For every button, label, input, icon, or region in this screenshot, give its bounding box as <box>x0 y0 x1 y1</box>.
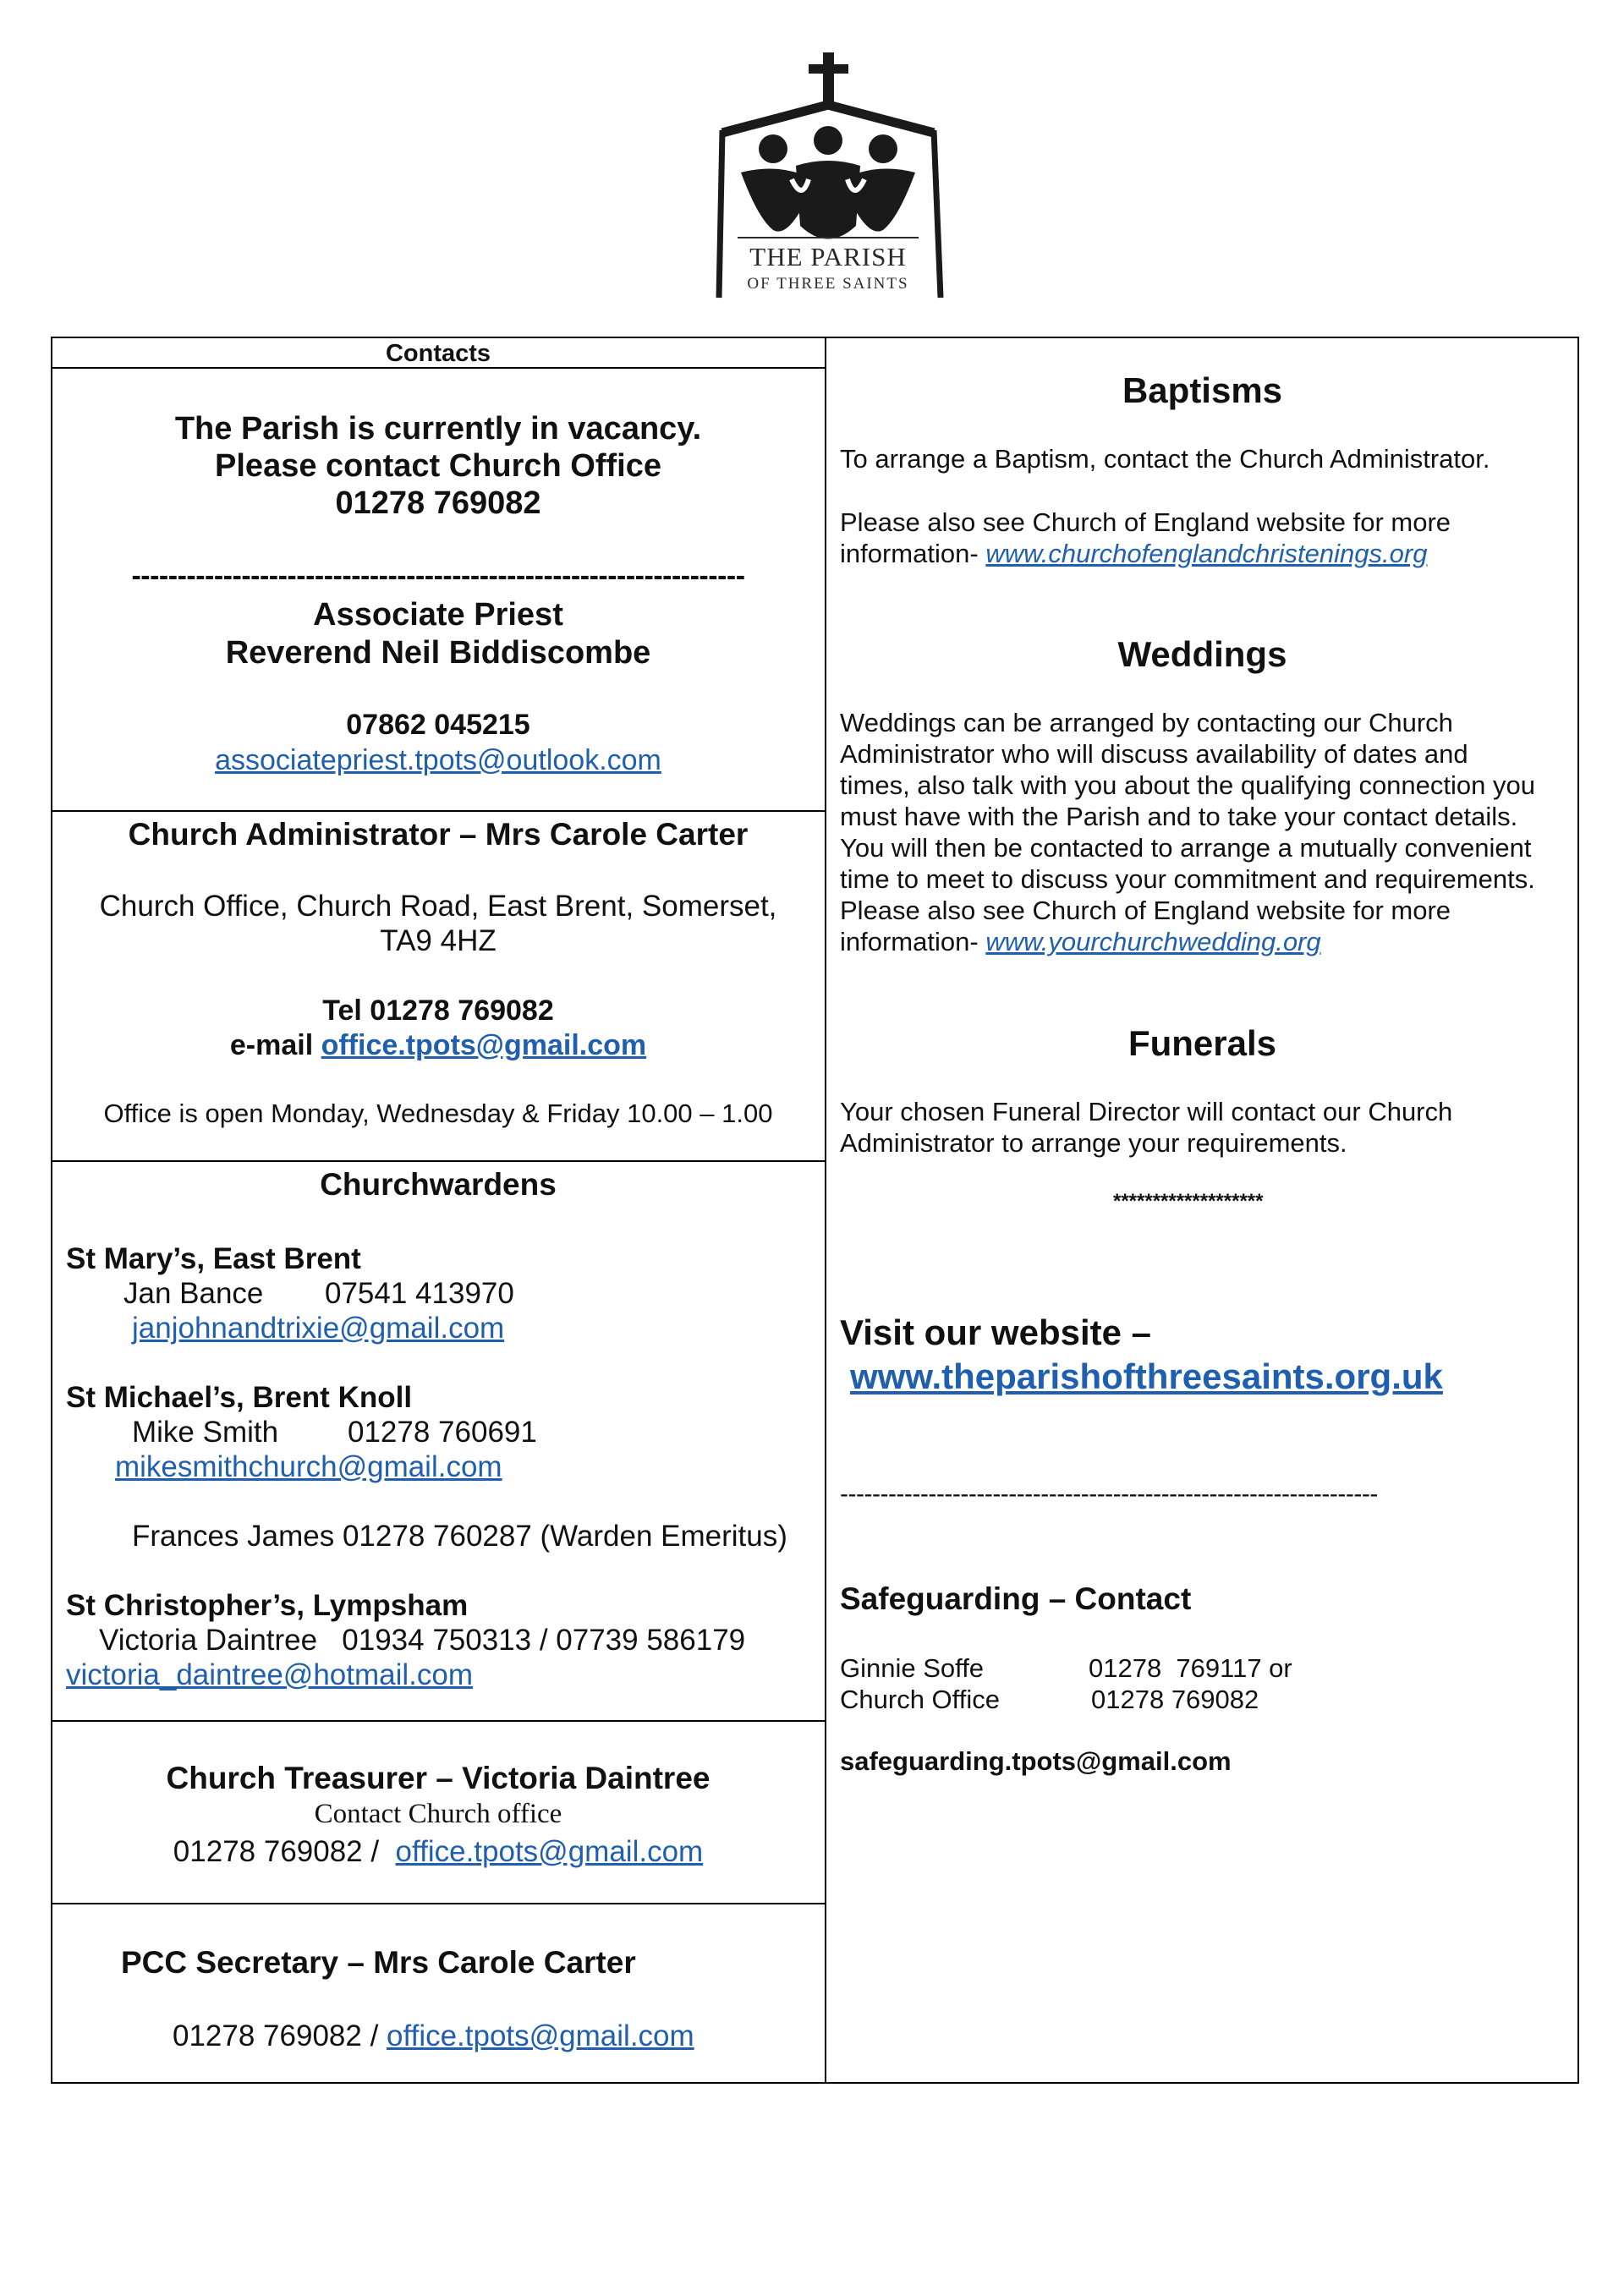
st-christophers-warden-email-link[interactable]: victoria_daintree@hotmail.com <box>66 1658 474 1691</box>
st-christophers-church: St Christopher’s, Lympsham <box>66 1589 469 1622</box>
associate-priest-name: Reverend Neil Biddiscombe <box>225 635 651 671</box>
st-michaels-warden-email-link[interactable]: mikesmithchurch@gmail.com <box>115 1450 502 1483</box>
website-label: Visit our website – <box>840 1312 1152 1352</box>
weddings-title: Weddings <box>1117 634 1287 674</box>
safeguarding-contact1-name: Ginnie Soffe <box>840 1653 985 1683</box>
weddings-line-4: must have with the Parish and to take your contact details. <box>840 802 1518 831</box>
weddings-line-2: Administrator who will discuss availability of dates and <box>840 739 1468 769</box>
section-rule-1 <box>51 810 826 812</box>
weddings-line-3: times, also talk with you about the qualifying connection you <box>840 770 1535 800</box>
weddings-line-5: You will then be contacted to arrange a mutually convenient <box>840 833 1532 863</box>
section-rule-2 <box>51 1160 826 1162</box>
st-marys-warden-name: Jan Bance <box>123 1277 264 1310</box>
logo-line2: OF THREE SAINTS <box>747 275 909 293</box>
treasurer-phone: 01278 769082 / <box>173 1835 380 1868</box>
safeguarding-title: Safeguarding – Contact <box>840 1581 1192 1616</box>
weddings-line-7: Please also see Church of England website for more <box>840 896 1451 925</box>
safeguarding-contact1-phone: 01278 769117 or <box>1089 1653 1292 1683</box>
funerals-line1: Your chosen Funeral Director will contact our Church <box>840 1097 1453 1126</box>
contacts-header: Contacts <box>385 340 491 367</box>
associate-priest-email-link[interactable]: associatepriest.tpots@outlook.com <box>215 744 661 776</box>
right-divider-dashes: ------------------------------------------------------------------- <box>840 1480 1378 1508</box>
st-marys-warden-phone: 07541 413970 <box>325 1277 514 1310</box>
associate-priest-phone: 07862 045215 <box>346 709 530 741</box>
st-marys-warden-email-link[interactable]: janjohnandtrixie@gmail.com <box>132 1312 505 1345</box>
logo-line1: THE PARISH <box>749 242 907 271</box>
baptisms-link[interactable]: www.churchofenglandchristenings.org <box>985 539 1428 568</box>
weddings-link[interactable]: www.yourchurchwedding.org <box>985 927 1321 956</box>
administrator-address2: TA9 4HZ <box>380 924 497 957</box>
st-michaels-church: St Michael’s, Brent Knoll <box>66 1381 413 1414</box>
website-link[interactable]: www.theparishofthreesaints.org.uk <box>850 1356 1443 1396</box>
office-hours: Office is open Monday, Wednesday & Friday 10.00 – 1.00 <box>103 1099 773 1128</box>
funerals-title: Funerals <box>1127 1023 1277 1063</box>
st-michaels-warden-name: Mike Smith <box>132 1416 279 1449</box>
administrator-email-link[interactable]: office.tpots@gmail.com <box>321 1029 647 1061</box>
section-rule-4 <box>51 1903 826 1904</box>
st-michaels-warden-phone: 01278 760691 <box>348 1416 537 1449</box>
st-christophers-warden: Victoria Daintree 01934 750313 / 07739 586179 <box>99 1624 746 1657</box>
associate-priest-title: Associate Priest <box>313 597 563 633</box>
parish-logo <box>707 52 949 303</box>
vacancy-line2: Please contact Church Office <box>215 448 661 484</box>
weddings-line-1: Weddings can be arranged by contacting our Church <box>840 708 1453 737</box>
weddings-line-6: time to meet to discuss your commitment and requirements. <box>840 864 1535 894</box>
administrator-title: Church Administrator – Mrs Carole Carter <box>128 817 749 852</box>
pcc-phone: 01278 769082 / <box>173 2019 379 2052</box>
treasurer-contact: Contact Church office <box>314 1799 562 1829</box>
safeguarding-contact2-phone: 01278 769082 <box>1091 1685 1259 1714</box>
pcc-email-link[interactable]: office.tpots@gmail.com <box>387 2019 694 2052</box>
administrator-address1: Church Office, Church Road, East Brent, Somerset, <box>99 890 777 923</box>
churchwardens-title: Churchwardens <box>320 1167 557 1202</box>
st-marys-church: St Mary’s, East Brent <box>66 1242 361 1275</box>
pcc-title: PCC Secretary – Mrs Carole Carter <box>121 1945 636 1980</box>
safeguarding-email[interactable]: safeguarding.tpots@gmail.com <box>840 1746 1232 1776</box>
baptisms-text1: To arrange a Baptism, contact the Church Administrator. <box>840 444 1490 474</box>
warden-emeritus: Frances James 01278 760287 (Warden Emeritus) <box>132 1520 787 1553</box>
funerals-line2: Administrator to arrange your requirements. <box>840 1128 1347 1158</box>
treasurer-email-link[interactable]: office.tpots@gmail.com <box>395 1835 704 1868</box>
baptisms-title: Baptisms <box>1122 370 1283 410</box>
baptisms-info-label: information- <box>840 539 979 568</box>
baptisms-text2: Please also see Church of England website for more <box>840 507 1451 537</box>
safeguarding-contact2-name: Church Office <box>840 1685 1000 1714</box>
treasurer-title: Church Treasurer – Victoria Daintree <box>166 1761 710 1795</box>
administrator-email-label: e-mail <box>229 1029 314 1061</box>
vacancy-line1: The Parish is currently in vacancy. <box>174 411 702 447</box>
administrator-tel: Tel 01278 769082 <box>322 995 554 1027</box>
vacancy-phone: 01278 769082 <box>335 485 541 521</box>
divider-dashes: ------------------------------------------------------------------- <box>131 560 745 592</box>
separator-stars: ******************* <box>1113 1190 1264 1213</box>
section-rule-3 <box>51 1720 826 1722</box>
weddings-info-label: information- <box>840 927 979 956</box>
